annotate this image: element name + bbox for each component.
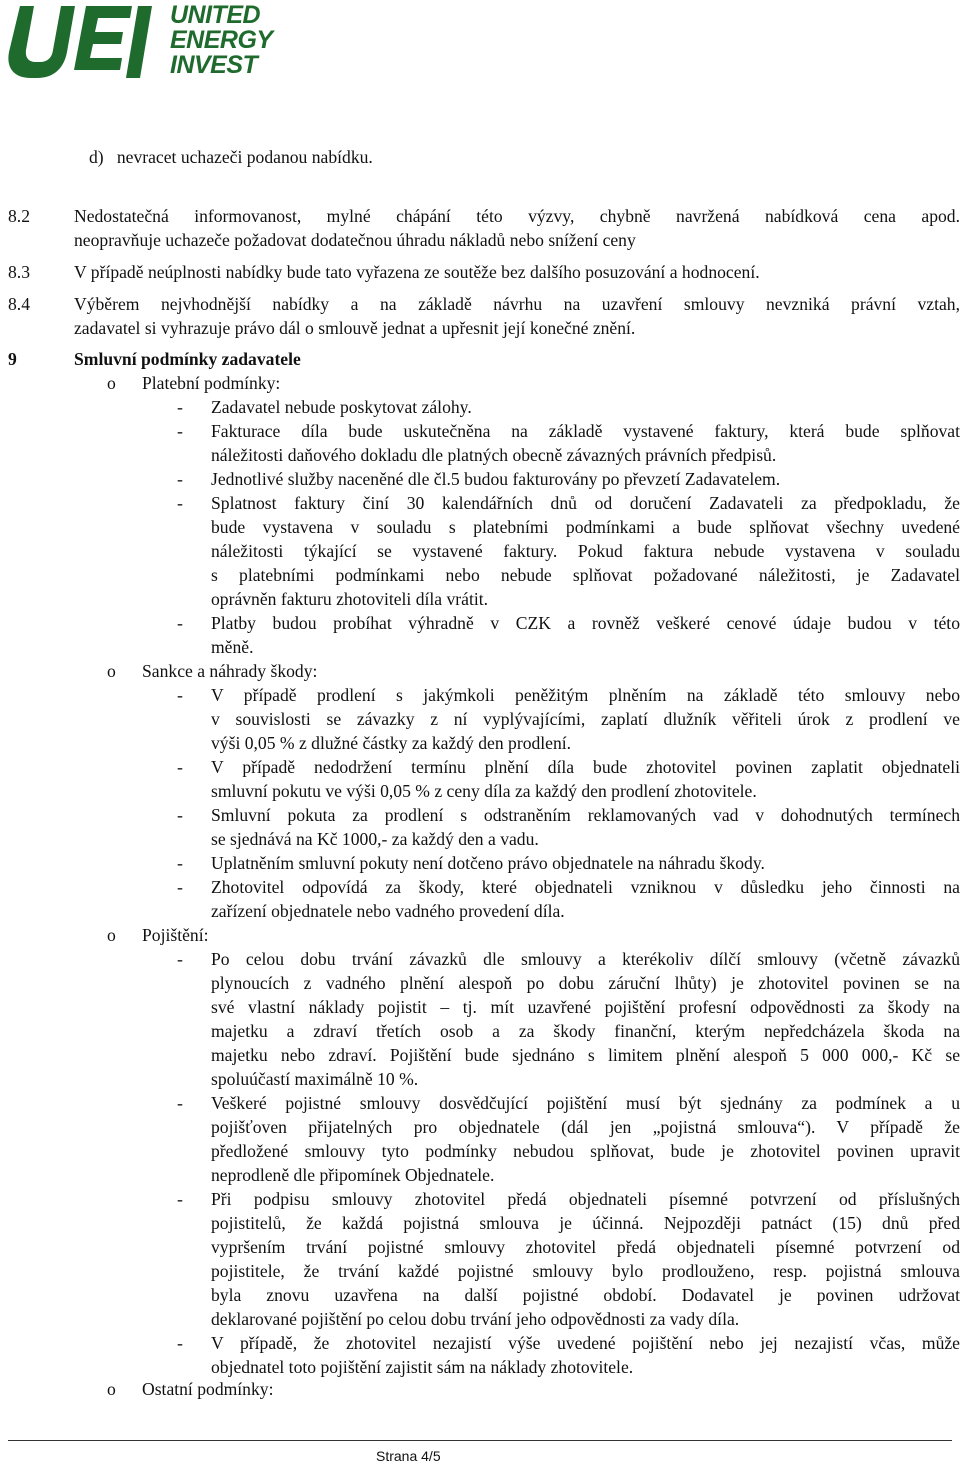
text-line: Zadavatel nebude poskytovat zálohy. xyxy=(211,397,472,417)
text-line: se sjednává na Kč 1000,- za každý den a vadu. xyxy=(211,829,539,849)
text-line: zadavatel si vyhrazuje právo dál o smlouvě jednat a upřesnit její konečné znění. xyxy=(74,318,636,338)
subsection-title: Platební podmínky: xyxy=(142,373,281,393)
text-line: Splatnost faktury činí 30 kalendářních dnů od doručení Zadavateli za předpokladu, že xyxy=(211,493,960,513)
page-number: Strana 4/5 xyxy=(376,1448,441,1464)
dash-marker: - xyxy=(177,685,183,705)
dash-marker: - xyxy=(177,469,183,489)
company-logo xyxy=(6,2,278,80)
logo-line-2: ENERGY xyxy=(170,26,273,54)
dash-marker: - xyxy=(177,1333,183,1353)
list-item xyxy=(211,683,960,755)
section-number: 8.4 xyxy=(8,294,30,314)
text-line: Nedostatečná informovanost, mylné chápání této výzvy, chybně navržená nabídková cena apod. xyxy=(74,206,960,226)
list-item xyxy=(211,611,960,659)
text-line: vypršením trvání pojistné smlouvy zhotovitel předá objednateli písemné potvrzení od xyxy=(211,1237,960,1257)
list-item xyxy=(211,395,960,419)
bullet: o xyxy=(107,1379,116,1399)
section-8-4-text xyxy=(74,292,960,340)
uei-logo-mark-icon xyxy=(6,2,166,80)
text-line: bude vystavena v souladu s platebními podmínkami a bude splňovat všechny uvedené xyxy=(211,517,960,537)
dash-marker: - xyxy=(177,613,183,633)
list-item xyxy=(211,1331,960,1379)
section-heading: Smluvní podmínky zadavatele xyxy=(74,349,301,369)
bullet: o xyxy=(107,373,116,393)
text-line: Uplatněním smluvní pokuty není dotčeno právo objednatele na náhradu škody. xyxy=(211,853,765,873)
section-number: 8.3 xyxy=(8,262,30,282)
text-line: s platebními podmínkami nebo nebude splňovat požadované náležitosti, je Zadavatel xyxy=(211,565,960,585)
text-line: V případě nedodržení termínu plnění díla bude zhotovitel povinen zaplatit objednateli xyxy=(211,757,960,777)
text-line: náležitosti daňového dokladu dle platných obecně závazných právních předpisů. xyxy=(211,445,777,465)
text-line: Zhotovitel odpovídá za škody, které objednateli vzniknou v důsledku jeho činnosti na xyxy=(211,877,960,897)
subsection-title: Sankce a náhrady škody: xyxy=(142,661,318,681)
text-line: objednatel toto pojištění zajistit sám na náklady zhotovitele. xyxy=(211,1357,634,1377)
list-item-d: d) nevracet uchazeči podanou nabídku. xyxy=(89,147,373,167)
text-line: Veškeré pojistné smlouvy dosvědčující pojištění musí být sjednány za podmínek a u xyxy=(211,1093,960,1113)
text-line: pojistitele, že trvání každé pojistné smlouvy bylo prodlouženo, resp. pojistná smlouva xyxy=(211,1261,960,1281)
list-item xyxy=(211,1187,960,1331)
text-line: zařízení objednatele nebo vadného provedení díla. xyxy=(211,901,565,921)
dash-marker: - xyxy=(177,397,183,417)
footer-divider xyxy=(8,1440,952,1441)
text-line: náležitosti týkající se vystavené faktury. Pokud faktura nebude vystavena v souladu xyxy=(211,541,960,561)
text-line: Jednotlivé služby naceněné dle čl.5 budou fakturovány po převzetí Zadavatelem. xyxy=(211,469,781,489)
text-line: deklarované pojištění po celou dobu trvání jeho odpovědnosti za vady díla. xyxy=(211,1309,740,1329)
text-line: Smluvní pokuta za prodlení s odstraněním reklamovaných vad v dohodnutých termínech xyxy=(211,805,960,825)
subsection-title: Pojištění: xyxy=(142,925,209,945)
bullet: o xyxy=(107,925,116,945)
text-line: neopravňuje uchazeče požadovat dodatečnou úhradu nákladů nebo snížení ceny xyxy=(74,230,636,250)
bullet: o xyxy=(107,661,116,681)
section-number: 8.2 xyxy=(8,206,30,226)
dash-marker: - xyxy=(177,1093,183,1113)
text-line: předložené smlouvy tyto podmínky nebudou splňovat, bude je zhotovitel povinen upravit xyxy=(211,1141,960,1161)
text-line: plynoucích z vadného plnění alespoň po dobu záruční lhůty) je zhotovitel povinen se na xyxy=(211,973,960,993)
subsection-title: Ostatní podmínky: xyxy=(142,1379,274,1399)
text-line: spoluúčastí maximálně 10 %. xyxy=(211,1069,419,1089)
dash-marker: - xyxy=(177,1189,183,1209)
list-item xyxy=(211,851,960,875)
section-8-3-text: V případě neúplnosti nabídky bude tato vyřazena ze soutěže bez dalšího posuzování a hodnocení. xyxy=(74,262,760,282)
list-item xyxy=(211,875,960,923)
text-line: Výběrem nejvhodnější nabídky a na základě návrhu na uzavření smlouvy nevzniká právní vztah, xyxy=(74,294,960,314)
logo-line-1: UNITED xyxy=(170,1,261,29)
dash-marker: - xyxy=(177,757,183,777)
text-line: V případě prodlení s jakýmkoli peněžitým plněním na základě této smlouvy nebo xyxy=(211,685,960,705)
list-item xyxy=(211,467,960,491)
text-line: výši 0,05 % z dlužné částky za každý den prodlení. xyxy=(211,733,572,753)
text-line: pojišťoven přijatelných pro objednatele (dál jen „pojistná smlouva“). V případě že xyxy=(211,1117,960,1137)
section-number: 9 xyxy=(8,349,17,369)
text-line: oprávněn fakturu zhotoviteli díla vrátit. xyxy=(211,589,489,609)
dash-marker: - xyxy=(177,493,183,513)
text-line: měně. xyxy=(211,637,254,657)
section-8-2-text xyxy=(74,204,960,252)
list-item xyxy=(211,419,960,467)
text-line: Při podpisu smlouvy zhotovitel předá objednateli písemné potvrzení od příslušných xyxy=(211,1189,960,1209)
list-item xyxy=(211,947,960,1091)
dash-marker: - xyxy=(177,877,183,897)
dash-marker: - xyxy=(177,421,183,441)
dash-marker: - xyxy=(177,805,183,825)
list-item xyxy=(211,755,960,803)
text-line: smluvní pokutu ve výši 0,05 % z ceny díla za každý den prodlení zhotovitele. xyxy=(211,781,757,801)
text-line: své vlastní náklady pojistit – tj. mít uzavřené pojištění profesní odpovědnosti za škody na xyxy=(211,997,960,1017)
text-line: neprodleně dle připomínek Objednatele. xyxy=(211,1165,495,1185)
list-item xyxy=(211,1091,960,1187)
list-item xyxy=(211,491,960,611)
logo-line-3: INVEST xyxy=(170,51,258,79)
text-line: majetku nebo zdraví. Pojištění bude sjednáno s limitem plnění alespoň 5 000 000,- Kč se xyxy=(211,1045,960,1065)
text-line: Platby budou probíhat výhradně v CZK a rovněž veškeré cenové údaje budou v této xyxy=(211,613,960,633)
text-line: pojistitelů, že každá pojistná smlouva je účinná. Nejpozději patnáct (15) dnů před xyxy=(211,1213,960,1233)
dash-marker: - xyxy=(177,853,183,873)
text-line: v souvislosti se závazky z ní vyplývajícími, zaplatí dlužník věřiteli úrok z prodlení ve xyxy=(211,709,960,729)
text-line: majetku a zdraví třetích osob a za škody finanční, kterým nepředcházela škoda na xyxy=(211,1021,960,1041)
list-item xyxy=(211,803,960,851)
text-line: V případě, že zhotovitel nezajistí výše uvedené pojištění nebo jej nezajistí včas, může xyxy=(211,1333,960,1353)
dash-marker: - xyxy=(177,949,183,969)
text-line: byla znovu uzavřena na další pojistné období. Dodavatel je povinen udržovat xyxy=(211,1285,960,1305)
text-line: Po celou dobu trvání závazků dle smlouvy a kterékoliv dílčí smlouvy (včetně závazků xyxy=(211,949,960,969)
text-line: Fakturace díla bude uskutečněna na základě vystavené faktury, která bude splňovat xyxy=(211,421,960,441)
